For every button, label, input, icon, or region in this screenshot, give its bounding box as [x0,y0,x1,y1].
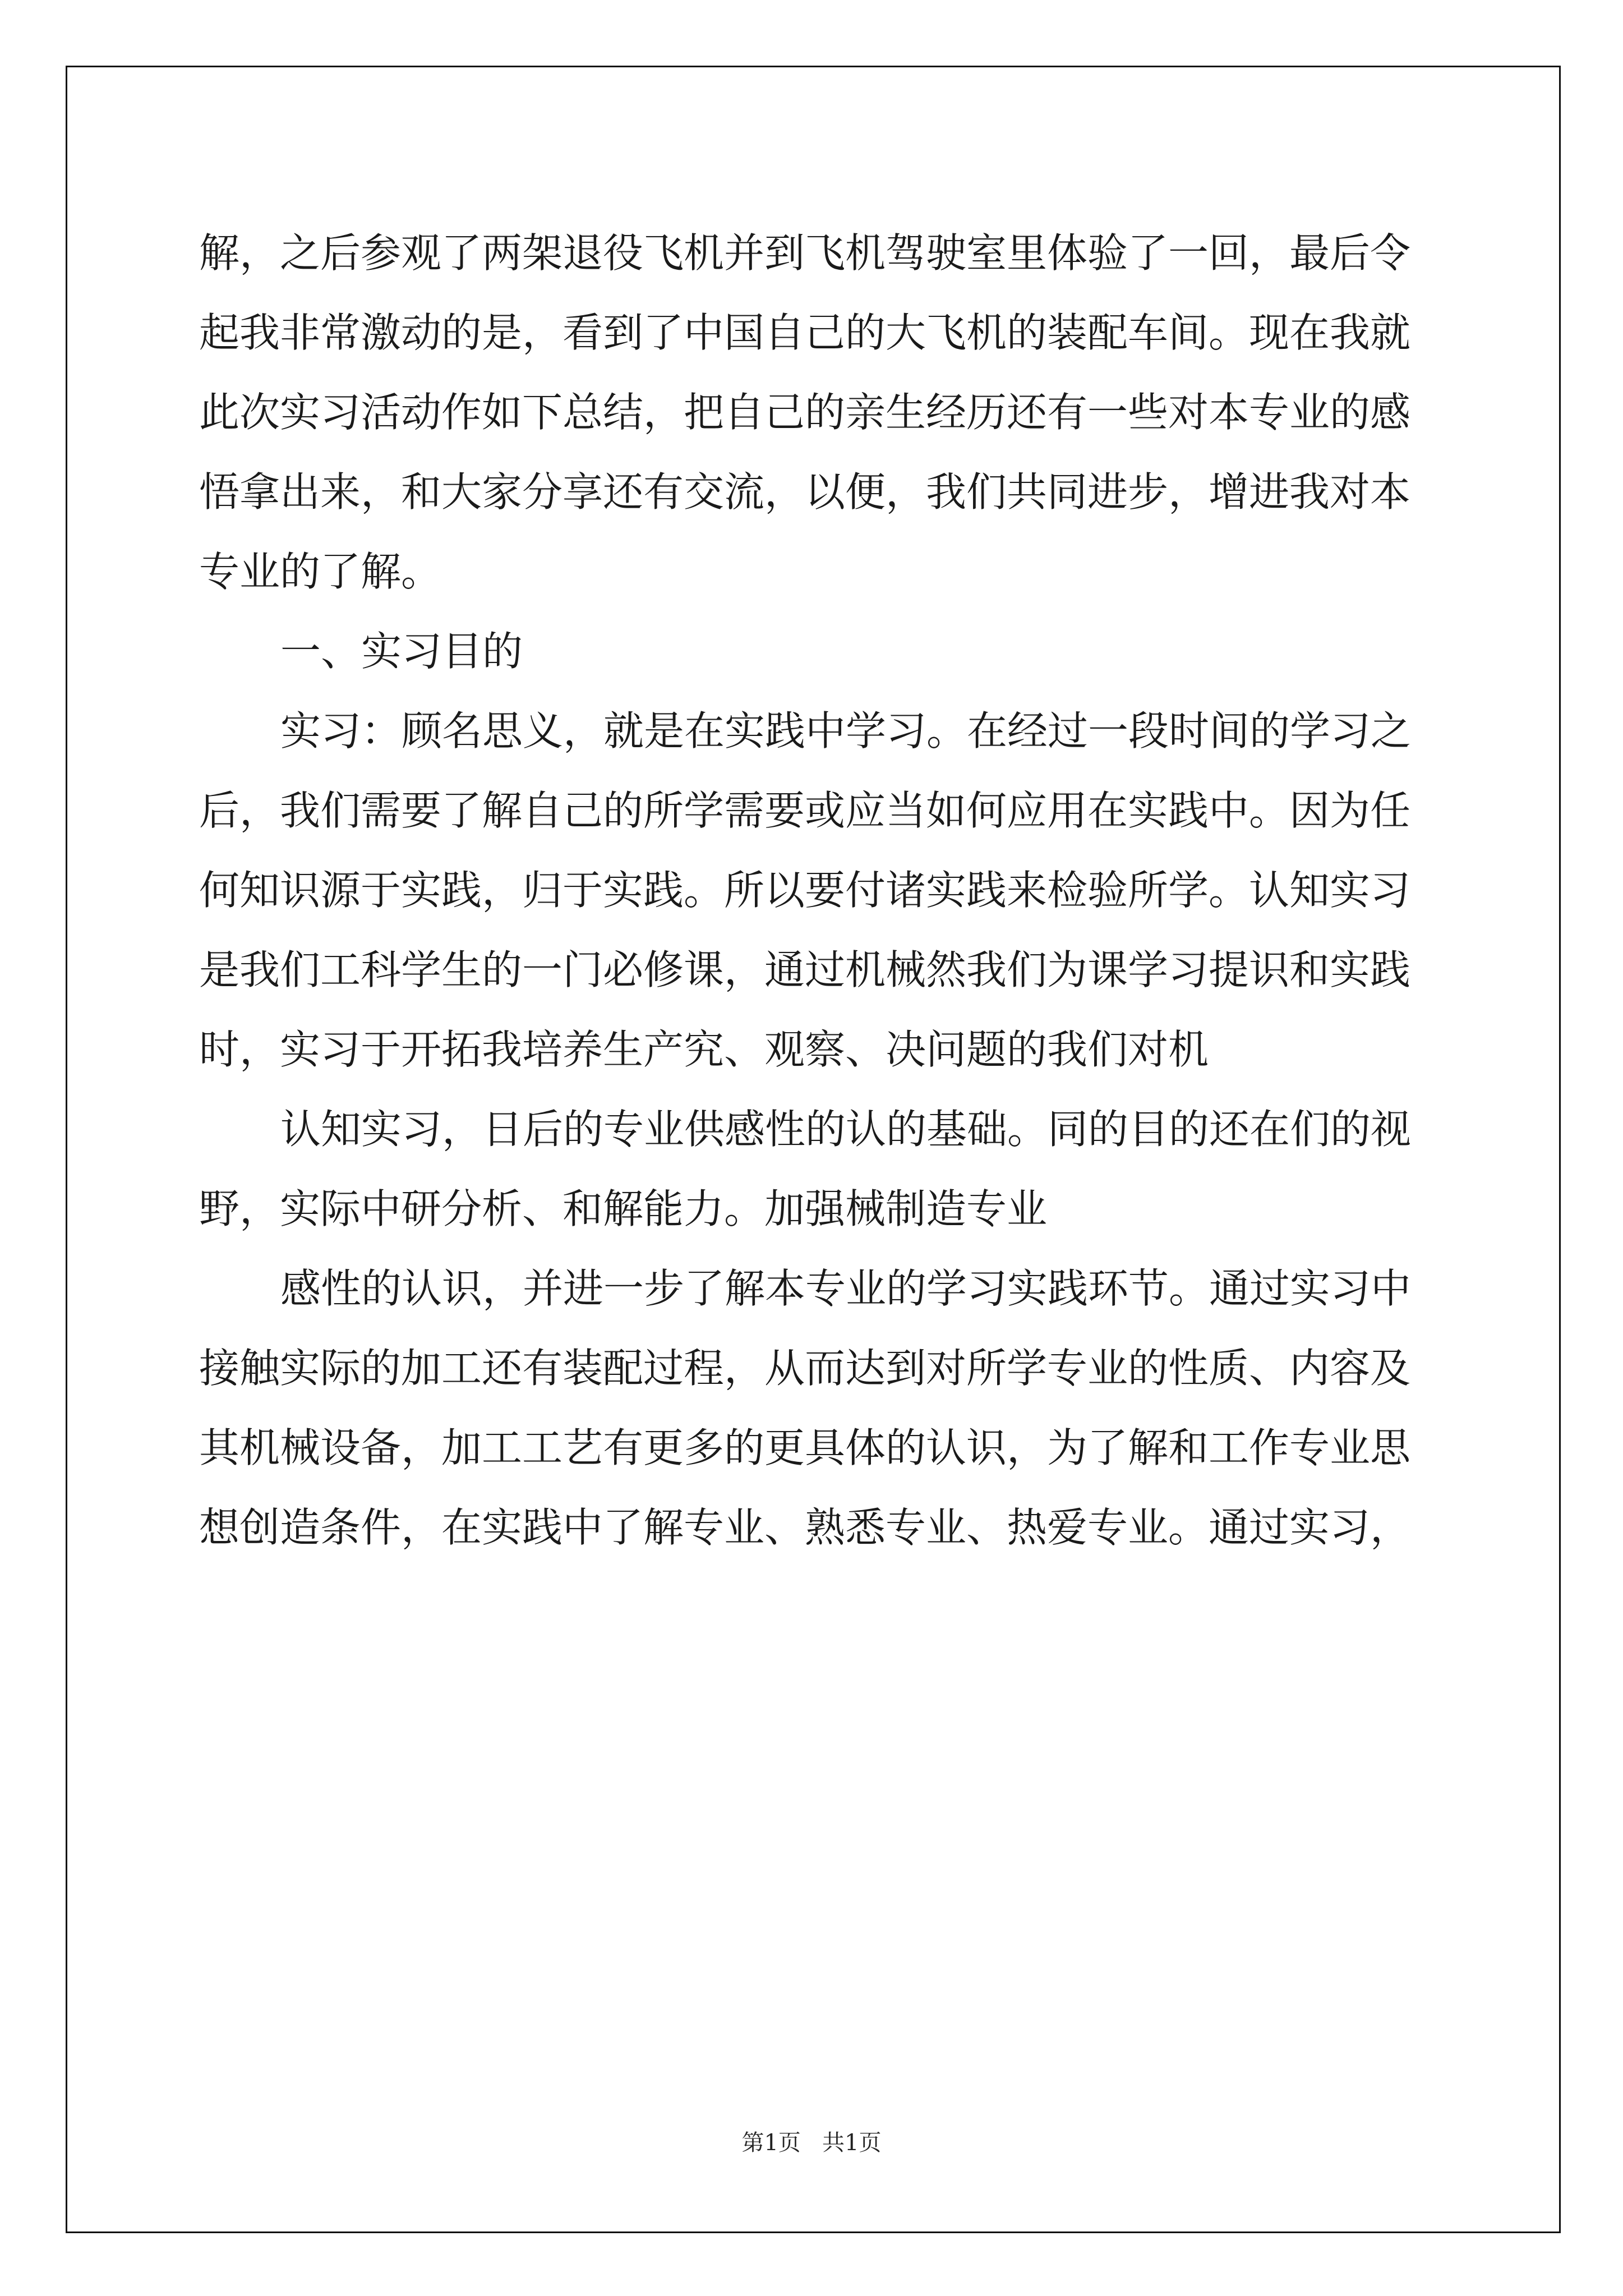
text-line: 是我们工科学生的一门必修课，通过机械然我们为课学习提识和实践 [199,946,1411,993]
text-line: 起我非常激动的是，看到了中国自己的大飞机的装配车间。现在我就 [199,309,1411,356]
text-line: 认知实习，日后的专业供感性的认的基础。同的目的还在们的视 [280,1106,1412,1153]
text-line: 何知识源于实践，归于实践。所以要付诸实践来检验所学。认知实习 [199,867,1411,914]
text-line: 想创造条件，在实践中了解专业、熟悉专业、热爱专业。通过实习， [199,1504,1411,1551]
text-line: 其机械设备，加工工艺有更多的更具体的认识，为了解和工作专业思 [199,1424,1411,1471]
text-line: 感性的认识，并进一步了解本专业的学习实践环节。通过实习中 [280,1265,1412,1312]
text-line: 解，之后参观了两架退役飞机并到飞机驾驶室里体验了一回，最后令 [199,229,1411,277]
text-line: 此次实习活动作如下总结，把自己的亲生经历还有一些对本专业的感 [199,389,1411,436]
text-line: 时，实习于开拓我培养生产究、观察、决问题的我们对机 [199,1026,1209,1073]
document-body [199,213,1433,1567]
text-line: 专业的了解。 [199,548,442,595]
text-line: 后，我们需要了解自己的所学需要或应当如何应用在实践中。因为任 [199,787,1411,834]
text-line: 实习：顾名思义，就是在实践中学习。在经过一段时间的学习之 [280,707,1412,754]
section-heading: 一、实习目的 [280,628,523,675]
text-line: 悟拿出来，和大家分享还有交流，以便，我们共同进步，增进我对本 [199,468,1411,516]
text-line: 野，实际中研分析、和解能力。加强械制造专业 [199,1185,1048,1232]
page-number-footer: 第1页 共1页 [741,2130,882,2156]
text-line: 接触实际的加工还有装配过程，从而达到对所学专业的性质、内容及 [199,1345,1411,1392]
